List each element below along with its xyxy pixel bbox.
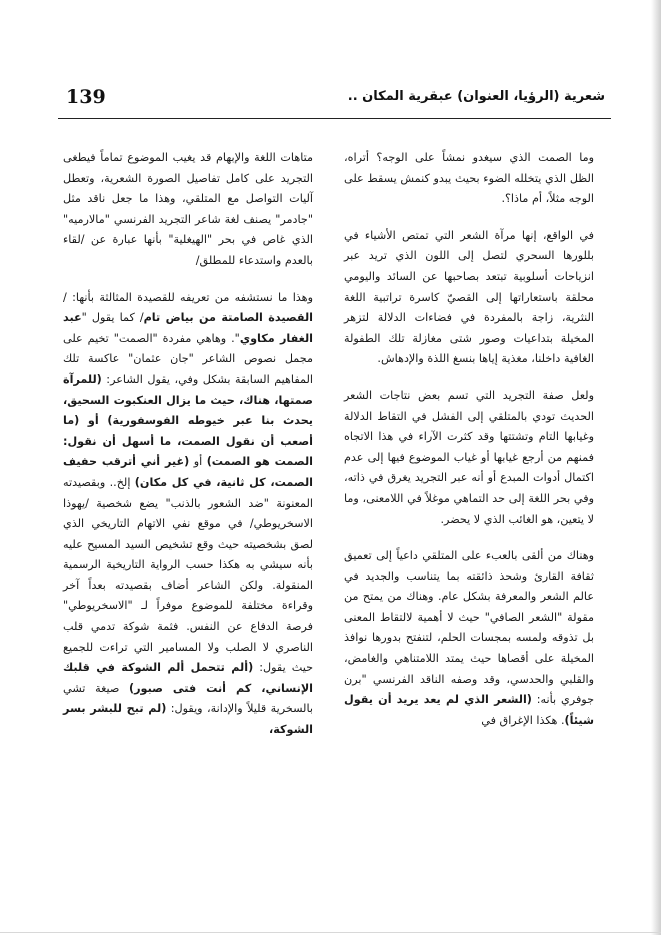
paragraph: ولعل صفة التجريد التي تسم بعض نتاجات الشعر الحديث تودي بالمتلقي إلى الفشل في التقاط الدلالة وغيابها التام وتشتتها وقد كثرت الآراء في هذا الاتجاه فمنهم من أرجع غيابها أو غياب الموضوع فيها إلى عدم اكتمال أدوات المبدع أو أنه عبر التجريد يغرق في ذاته، وفي بحر اللغة إلى حد التماهي موغلاً في اللامعنى، وما لا يتعين، هو الغائب الذي لا يحضر. <box>344 388 594 526</box>
text-run: ". وهاهي مفردة "الصمت" تخيم على مجمل نصوص الشاعر "جان عثمان" عاكسة تلك المفاهيم السابقة بشكل وفي، يقول الشاعر: <box>63 331 313 386</box>
bold-quote: (للمرآة صمتها، هناك، حيث ما يزال العنكبوت السحيق، يحدث بنا عبر خيوطه الفوسفورية) أو (ما أصعب أن نقول الصمت، ما أسهل أن نقول: الصمت هو الصمت) <box>63 372 313 469</box>
bold-quote: (ألم تتحمل ألم الشوكة في قلبك الإنساني، كم أنت فتى صبور) <box>63 661 313 695</box>
left-column <box>63 148 313 757</box>
text-run: / كما يقول " <box>81 311 144 325</box>
bold-quote: (لم تبح للبشر بسر الشوكة، <box>63 702 313 737</box>
header-rule <box>58 118 611 119</box>
bottom-edge <box>0 932 661 933</box>
paragraph: في الواقع، إنها مرآة الشعر التي تمتص الأشياء في بللورها السحري لتصل إلى اللون الذي تريد عبر انزياحات أسلوبية تبتعد بصاحبها عن السائد واليومي محلقة باستعاراتها إلى القصيّ كاسرة تراتبية اللغة النثرية، زاجة بالمفردة في فضاءات الدلالة لتزهر المخيلة بتداعيات وصور شتى مغازلة تلك الطفولة الغافية داخلنا، مغذية إياها بنسغ اللذة والإدهاش. <box>344 228 594 366</box>
paragraph: وما الصمت الذي سيغدو نمشاً على الوجه؟ أتراه، الظل الذي يتخلله الضوء بحيث يبدو كنمش يسقط على الوجه مثلاً، أم ماذا؟. <box>344 151 594 206</box>
text-run: . هكذا الإغراق في <box>481 713 565 727</box>
text-run: إلخ.. وبقصيدته المعنونة "ضد الشعور بالذنب" يضع شخصية /يهوذا الاسخريوطي/ في موقع نفي الاتهام التاريخي الذي لصق بشخصيته حيث وقع تشخيص السيد المسيح عليه بأنه سيشي به هكذا حسب الرواية التاريخية الرسمية المنقولة. ولكن الشاعر أضاف بقصيدته بعداً آخر وقراءة مختلفة للموضوع موفراً لـ "الاسخريوطي" فرصة الدفاع عن النفس. فثمة شوكة تدمي قلب الناصري لا الصلب ولا المسامير التي تراءت للجميع حيث يقول: <box>63 475 313 675</box>
paragraph <box>344 546 594 731</box>
text-run: وهذا ما نستشفه من تعريفه للقصيدة المثالثة بأنها: / <box>63 290 313 304</box>
text-run: صيغة تشي بالسخرية قليلاً والإدانة، ويقول: <box>63 681 313 716</box>
text-run: وهناك من ألقى بالعبء على المتلقي داعياً إلى تعميق ثقافة القارئ وشحذ ذائقته بما يتناسب والجديد في عالم الشعر والمعرفة بشكل عام. وهناك من يمتح من مقولة "الشعر الصافي" حيث لا أهمية لالتقاط المعنى بل تذوقه ولمسه بمجسات الحلم، لتنفتح بدورها نوافذ المخيلة على أقصاها حيث يمتد اللامتناهي والغامض، والقلبي والحدسي، وقد وصفه الناقد الفرنسي "برن جوفري بأنه: <box>344 549 594 707</box>
right-column <box>344 148 594 747</box>
bold-quote: القصيدة الصامتة من بياض تام <box>143 311 313 325</box>
running-title: شعرية (الرؤيا، العنوان) عبقرية المكان .. <box>347 89 605 104</box>
page-number: 139 <box>66 86 106 108</box>
paragraph <box>63 288 313 741</box>
text-run: أو <box>189 455 207 469</box>
page-header <box>58 86 611 114</box>
bold-name: عبد الغفار مكاوي <box>63 311 313 345</box>
paragraph: متاهات اللغة والإبهام قد يغيب الموضوع تماماً فيطغى التجريد على كامل تفاصيل الصورة الشعرية، وتعطل آليات التواصل مع المتلقي، وهذا ما جعل ناقد مثل "جادمر" يصنف لغة شاعر التجريد الفرنسي "مالارميه" الذي غاص في بحر "الهيغلية" بأنها عبارة عن /لقاء بالعدم واستدعاء للمطلق/ <box>63 151 313 267</box>
bold-quote: (غير أني أترقب حفيف الصمت، كل ثانية، في كل مكان) <box>63 455 313 489</box>
bold-quote: (الشعر الذي لم يعد يريد أن يقول شيئاً) <box>344 693 594 727</box>
page-edge-shadow <box>651 0 661 935</box>
